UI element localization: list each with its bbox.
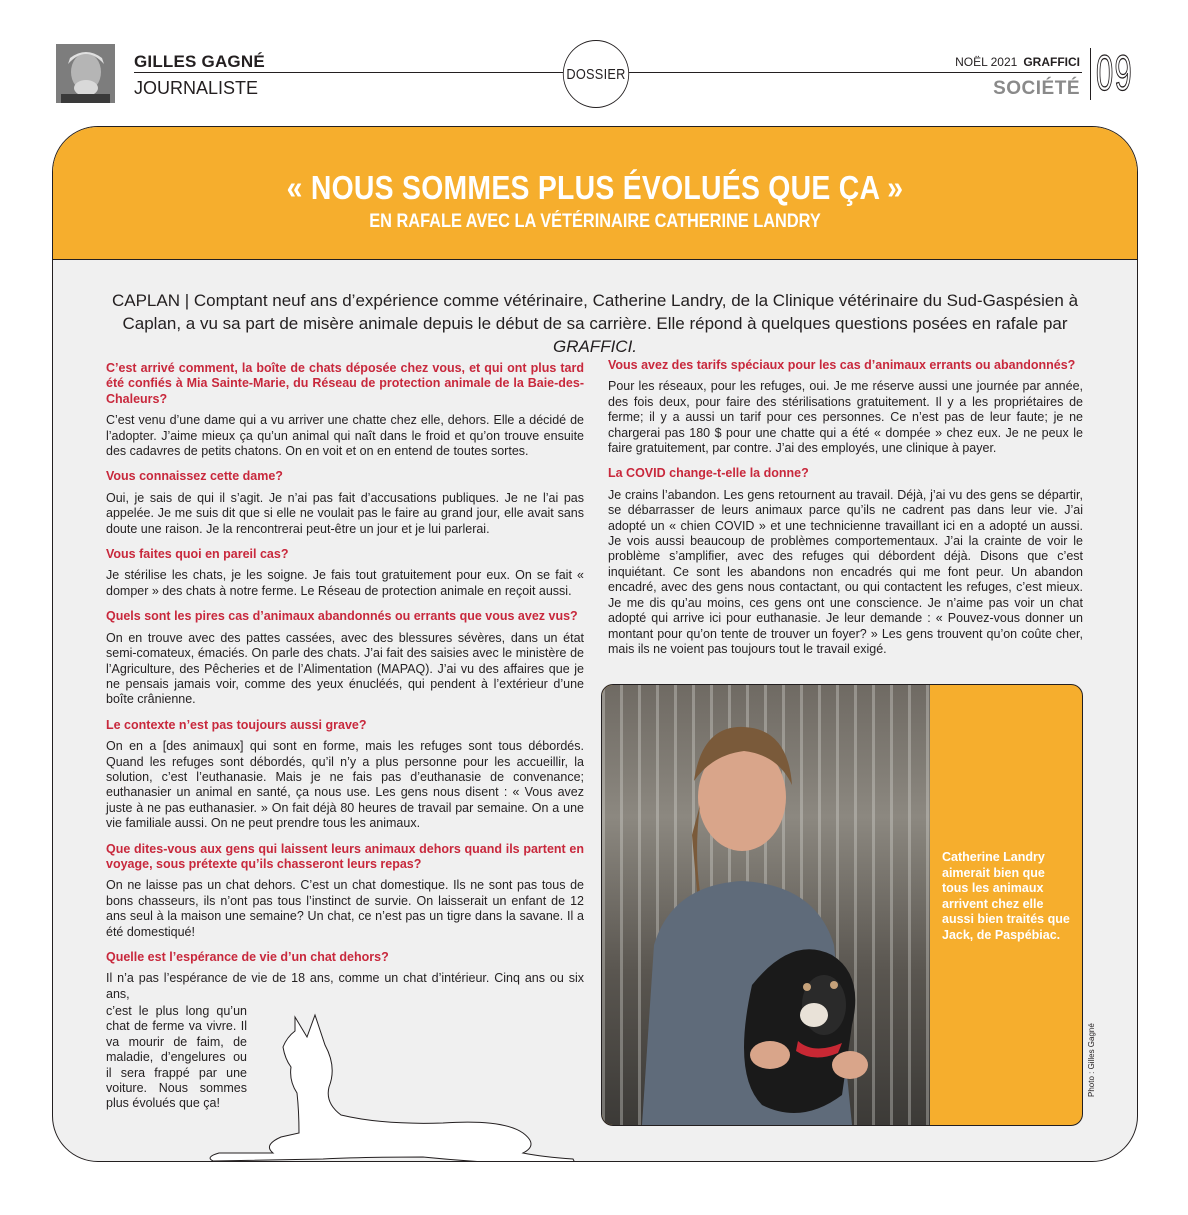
publication-name: GRAFFICI: [1023, 55, 1080, 69]
answer: On en a [des animaux] qui sont en forme, mais les refuges sont tous débordés. Quand les refuges sont débordés, qu’il n’y a plus personne pour les accueillir, la solution, c’est l’euthanasie. Mais je ne fais pas d’euthanasie de convenance; euthanasier un animal en santé, ça nous use. Les gens nous disent : « Vous avez juste à ne pas euthanasier. » On fait déjà 80 heures de travail par semaine. On a une vie familiale aussi. On ne peut prendre tous les animaux.: [106, 739, 584, 831]
answer: On ne laisse pas un chat dehors. C’est un chat domestique. Ils ne sont pas tous de bons chasseurs, ils n’ont pas tous l’instinct de survie. On laisserait un enfant de 12 ans seul à la maison une semaine? Un chat, ce n’est pas un tigre dans la savane. Il a été domestiqué!: [106, 878, 584, 939]
question: Quelle est l’espérance de vie d’un chat dehors?: [106, 950, 389, 964]
answer: Il n’a pas l’espérance de vie de 18 ans, comme un chat d’intérieur. Cinq ans ou six ans,: [106, 971, 584, 1001]
article-subtitle: EN RAFALE AVEC LA VÉTÉRINAIRE CATHERINE LANDRY: [369, 211, 821, 232]
issue-info: [955, 55, 1080, 69]
photo-caption: Catherine Landry aimerait bien que tous les animaux arrivent chez elle aussi bien traités que Jack, de Paspébiac.: [942, 850, 1070, 942]
question: La COVID change-t-elle la donne?: [608, 466, 809, 481]
photo-credit: Photo : Gilles Gagné: [1087, 1023, 1096, 1097]
answer: Oui, je sais de qui il s’agit. Je n’ai pas fait d’accusations publiques. Je ne l’ai pas appelée. Je me suis dit que si elle ne voulait pas le faire au grand jour, elle avait sans doute une raison. Je la rencontrerai peut-être un jour et je lui parlerai.: [106, 490, 584, 536]
answer: Je stérilise les chats, je les soigne. Je fais tout gratuitement pour eux. On se fait « domper » des chats à notre ferme. Le Réseau de protection animale en reçoit aussi.: [106, 568, 584, 598]
intro-publication: GRAFFICI.: [552, 337, 638, 356]
article-box: [52, 126, 1138, 1162]
veterinarian-with-dog-illustration: [602, 685, 930, 1125]
issue-date: NOËL 2021: [955, 55, 1018, 69]
answer: C’est venu d’une dame qui a vu arriver une chatte chez elle, dehors. Elle a décidé de l’adopter. J’aime mieux ça qu’un animal qui naît dans le froid et qu’on trouve ensuite des cadavres de petits chatons. On en voit et on en entend de toutes sortes.: [106, 413, 584, 459]
intro-text: CAPLAN | Comptant neuf ans d’expérience comme vétérinaire, Catherine Landry, de la Clinique vétérinaire du Sud-Gaspésien à Caplan, a vu sa part de misère animale depuis le début de sa carrière. Elle répond à quelques questions posées en rafale par: [111, 291, 1079, 333]
dossier-badge: DOSSIER: [563, 40, 629, 108]
answer: Je crains l’abandon. Les gens retournent au travail. Déjà, j’ai vu des gens se départir, se débarrasser de leurs animaux parce qu’ils ne cadrent pas dans leur vie. J’ai adopté un « chien COVID » et une technicienne travaillant ici en a adopté un aussi. Je vois aussi beaucoup de problèmes comportementaux. J’ai la crainte de voir le problème s’amplifier, avec des refuges qui débordent déjà. Disons que c’est inquiétant. Ce sont les abandons non encadrés qui me font peur. Un abandon encadré, avec des gens nous contactant, ou qui contactent les refuges, c’est mieux. Je me dis qu’au moins, ces gens ont une conscience. Je n’aime pas voir un chat adopté qui arrive ici pour euthanasie. Je leur demande : « Pouvez-vous donner un montant pour qu’on tente de trouver un foyer? » Les gens trouvent qu’on coûte cher, mais ils ne voient pas toujours tout le travail exigé.: [608, 487, 1083, 656]
header-rule-right: [610, 72, 1082, 73]
answer-tail: c’est le plus long qu’un chat de ferme va vivre. Il va mourir de faim, de maladie, d’engelures ou il sera frappé par une voiture. Nous sommes plus évolués que ça!: [106, 1004, 247, 1111]
author-name: GILLES GAGNÉ: [134, 52, 265, 71]
question: Quels sont les pires cas d’animaux abandonnés ou errants que vous avez vus?: [106, 609, 578, 624]
question: Vous faites quoi en pareil cas?: [106, 547, 289, 562]
question: Le contexte n’est pas toujours aussi grave?: [106, 717, 367, 732]
question: Vous avez des tarifs spéciaux pour les cas d’animaux errants ou abandonnés?: [608, 358, 1076, 372]
author-role: JOURNALISTE: [134, 78, 259, 98]
right-column: [608, 358, 1083, 667]
article-intro: [93, 289, 1097, 358]
question: C’est arrivé comment, la boîte de chats déposée chez vous, et qui ont plus tard été confiés à Mia Sainte-Marie, du Réseau de protection animale de la Baie-des-Chaleurs?: [106, 361, 584, 406]
section-label: SOCIÉTÉ: [993, 78, 1080, 99]
page-number-divider: [1090, 48, 1091, 100]
answer: On en trouve avec des pattes cassées, avec des blessures sévères, dans un état semi-comateux, émaciés. On parle des chats. J’ai fait des saisies avec le ministère de l’Agriculture, des Pêcheries et de l’Alimentation (MAPAQ). J’ai vu des affaires que je ne pensais jamais voir, comme des yeux énucléés, qui pendent à l’extérieur d’une boîte crânienne.: [106, 630, 584, 707]
dog-silhouette-icon: [203, 1007, 583, 1162]
author-portrait: [56, 44, 115, 103]
answer: Pour les réseaux, pour les refuges, oui. Je me réserve aussi une journée par année, des fois deux, pour faire des stérilisations gratuitement. Il y a les propriétaires de ferme; il y a aussi un tarif pour ces personnes. Ce n’est pas de leur faute; je ne chargerai pas 180 $ pour une chatte qui a été « dompée » chez eux. Je ne peux le faire gratuitement, par contre. J’ai des employés, une clinique à payer.: [608, 379, 1083, 456]
left-column: [106, 361, 584, 1002]
photo: [602, 685, 930, 1125]
header-rule-left: [134, 72, 584, 73]
page-number: 09: [1096, 45, 1133, 101]
article-title: « NOUS SOMMES PLUS ÉVOLUÉS QUE ÇA »: [286, 169, 904, 206]
author-photo: [56, 44, 115, 103]
question: Vous connaissez cette dame?: [106, 469, 283, 484]
photo-block: [601, 684, 1083, 1126]
question: Que dites-vous aux gens qui laissent leurs animaux dehors quand ils partent en voyage, sous prétexte qu’ils chasseront leurs repas?: [106, 841, 584, 871]
title-banner: [53, 127, 1137, 260]
